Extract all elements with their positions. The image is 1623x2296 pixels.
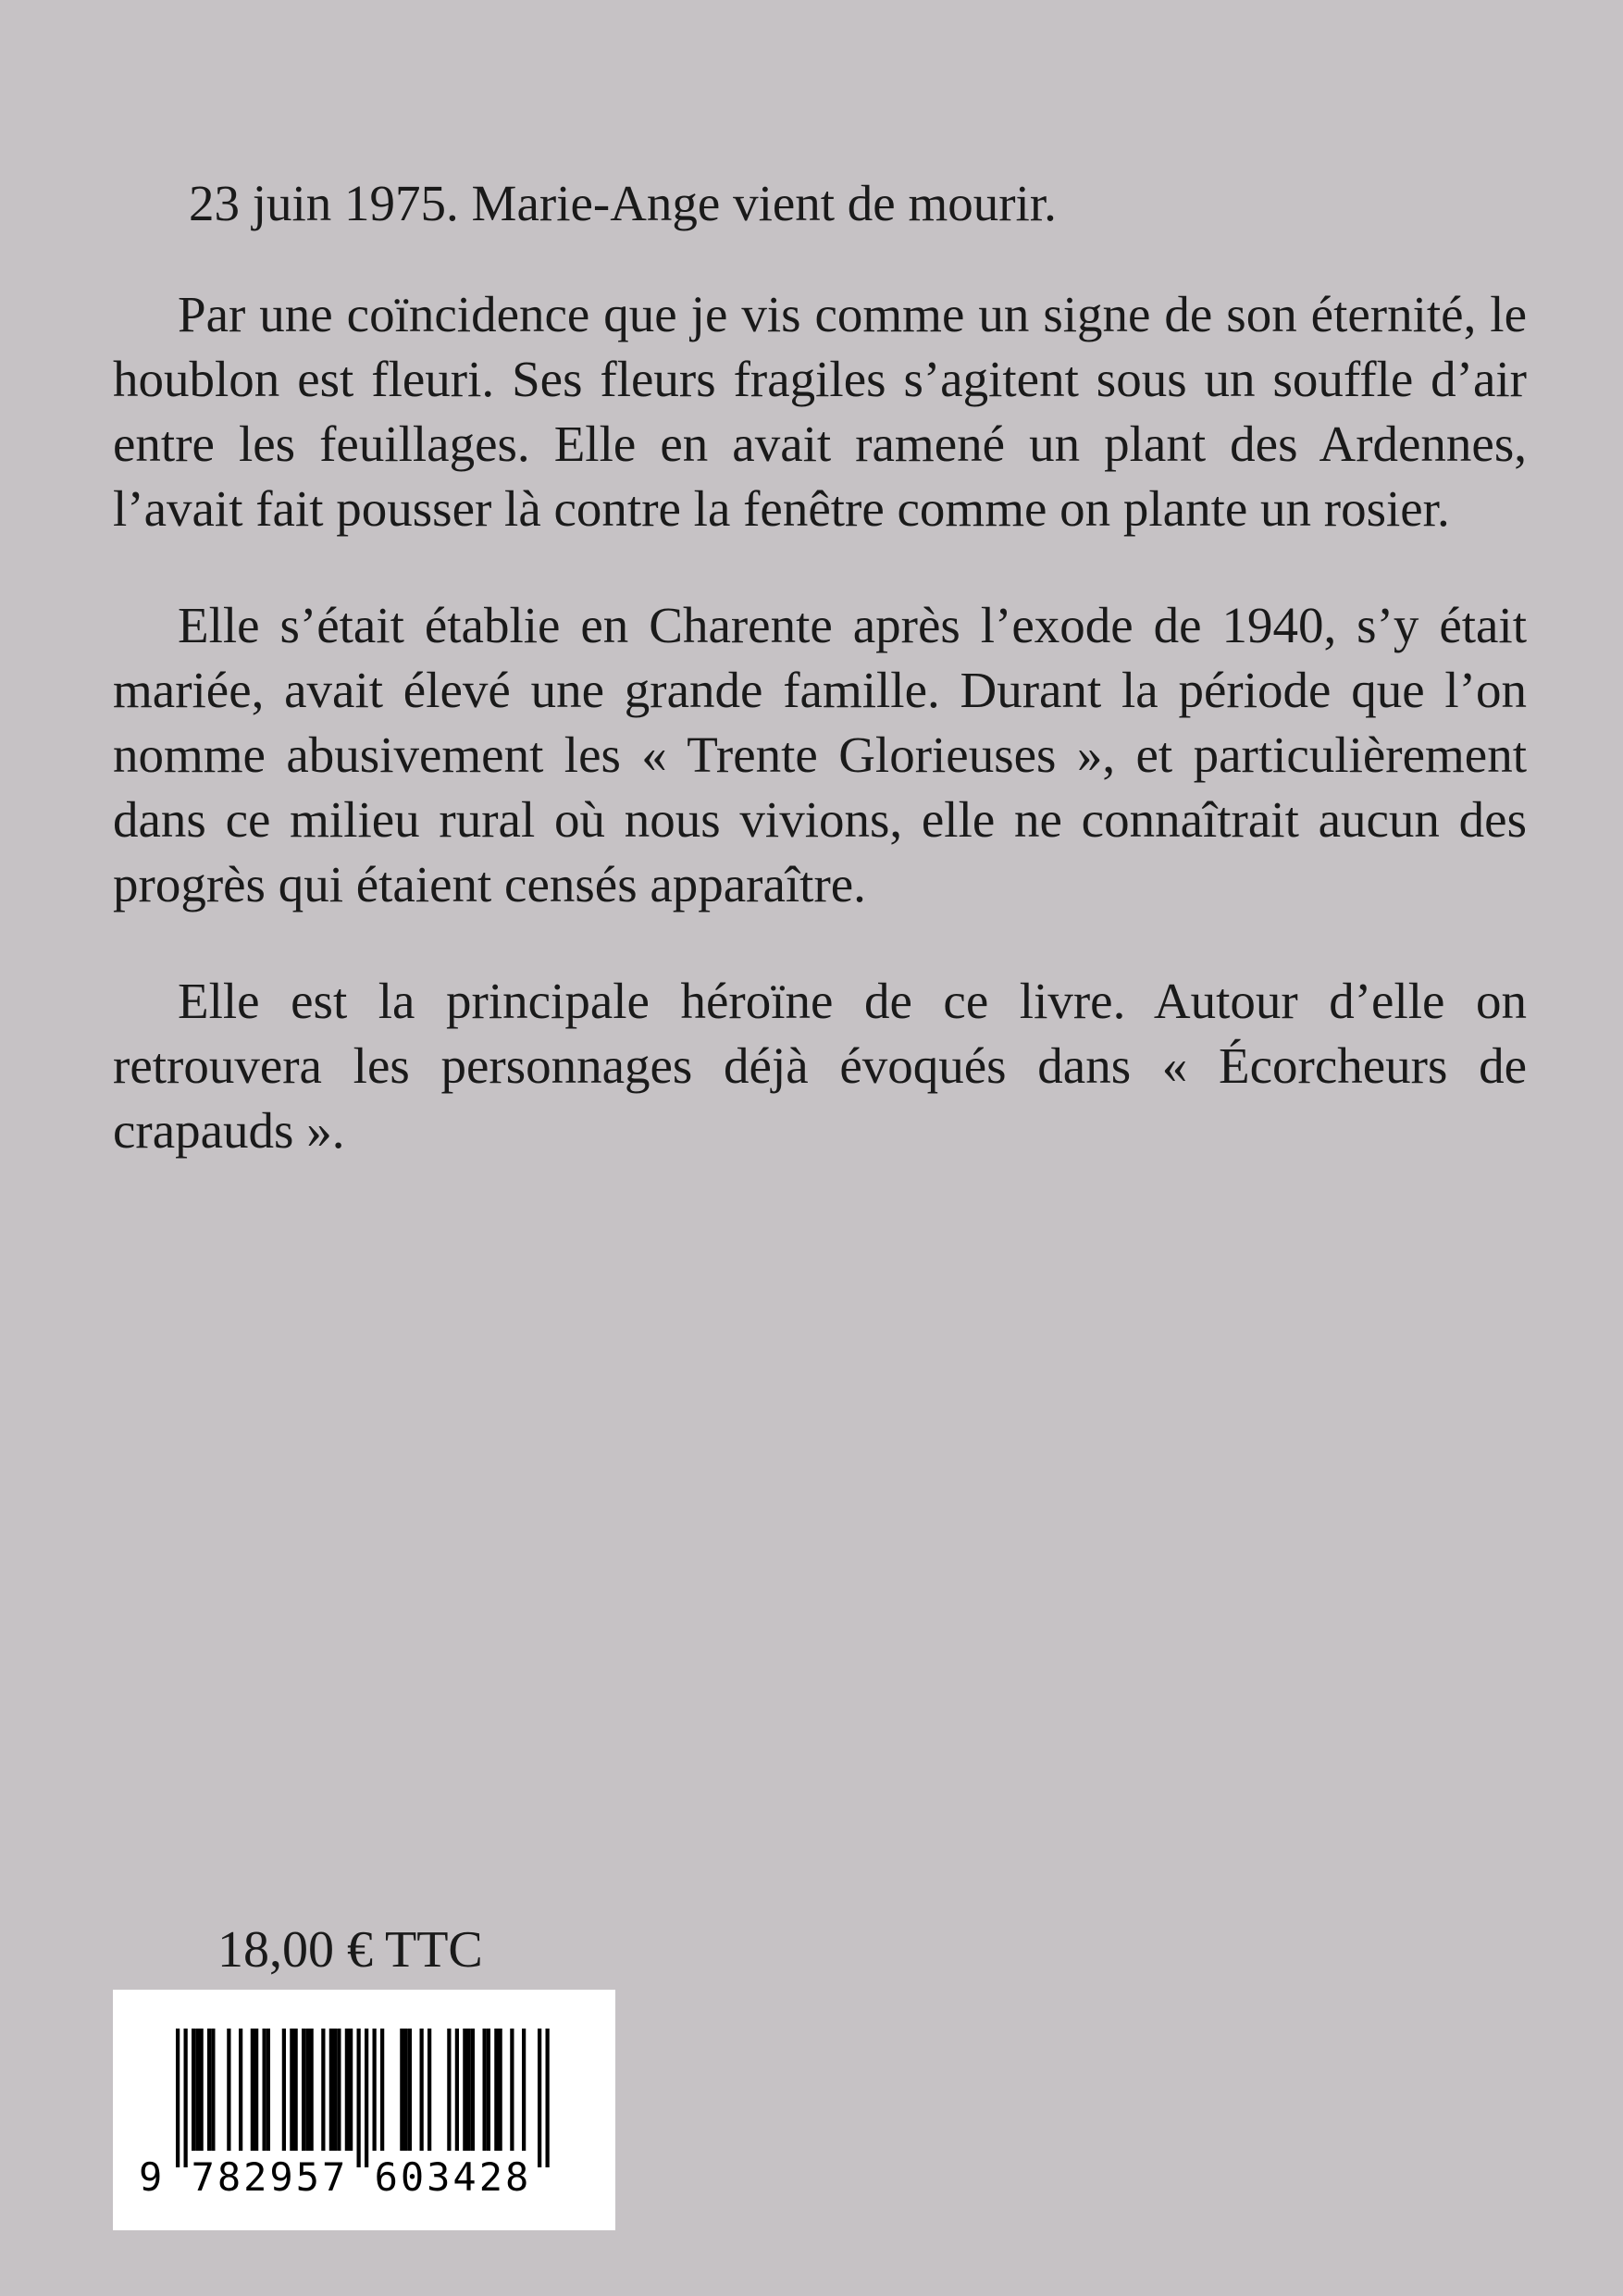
barcode xyxy=(113,1990,615,2230)
barcode-bar-29 xyxy=(400,2029,403,2151)
barcode-bar-2 xyxy=(192,2029,195,2151)
barcode-bar-26 xyxy=(365,2029,368,2167)
barcode-bar-39 xyxy=(483,2029,487,2151)
barcode-bar-28 xyxy=(380,2029,384,2151)
barcode-bar-36 xyxy=(463,2029,466,2151)
barcode-bar-44 xyxy=(522,2029,526,2151)
barcode-bar-13 xyxy=(282,2029,286,2151)
barcode-bar-34 xyxy=(447,2029,451,2151)
barcode-bar-11 xyxy=(263,2029,266,2151)
barcode-bar-43 xyxy=(510,2029,514,2151)
barcode-bar-31 xyxy=(408,2029,412,2151)
barcode-bar-1 xyxy=(184,2029,188,2167)
barcode-bar-4 xyxy=(200,2029,204,2151)
barcode-bar-33 xyxy=(427,2029,431,2151)
barcode-bar-25 xyxy=(357,2029,361,2167)
barcode-bar-3 xyxy=(195,2029,199,2151)
barcode-bar-35 xyxy=(455,2029,459,2151)
barcode-bar-0 xyxy=(176,2029,180,2167)
barcode-bar-19 xyxy=(321,2029,325,2151)
barcode-bar-40 xyxy=(487,2029,490,2151)
barcode-bar-14 xyxy=(290,2029,293,2151)
barcode-bar-27 xyxy=(373,2029,377,2151)
barcode-bar-46 xyxy=(546,2029,550,2167)
barcode-bar-30 xyxy=(404,2029,408,2151)
barcode-bar-5 xyxy=(207,2029,211,2151)
barcode-bar-23 xyxy=(345,2029,349,2151)
paragraph-houblon: Par une coïncidence que je vis comme un signe de son éternité, le houblon est fleuri. Ses fleurs fragiles s’agitent sous un souffle d’air entre les feuillages. Elle en avait ramené un plant des Ardennes, l’avait fait pousser là contre la fenêtre comme on plante un rosier. xyxy=(113,286,1527,537)
barcode-bar-10 xyxy=(254,2029,258,2151)
price-label: 18,00 € TTC xyxy=(217,1921,483,1979)
barcode-bar-18 xyxy=(310,2029,314,2151)
barcode-bar-42 xyxy=(499,2029,502,2151)
barcode-bar-9 xyxy=(251,2029,254,2151)
barcode-bar-20 xyxy=(329,2029,333,2151)
paragraph-date: 23 juin 1975. Marie-Ange vient de mourir. xyxy=(189,175,1057,231)
barcode-bar-37 xyxy=(467,2029,471,2151)
barcode-bar-7 xyxy=(227,2029,230,2151)
barcode-bar-16 xyxy=(302,2029,305,2151)
barcode-bar-41 xyxy=(494,2029,498,2151)
back-cover-text xyxy=(113,171,1527,1215)
barcode-bar-6 xyxy=(211,2029,215,2151)
barcode-bar-12 xyxy=(266,2029,270,2151)
barcode-bar-38 xyxy=(471,2029,475,2151)
barcode-bar-8 xyxy=(239,2029,242,2151)
barcode-bar-45 xyxy=(538,2029,541,2167)
paragraph-charente: Elle s’était établie en Charente après l’exode de 1940, s’y était mariée, avait élevé une grande famille. Durant la période que l’on nomme abusivement les « Trente Glorieuses », et particulièrement dans ce milieu rural où nous vivions, elle ne connaîtrait aucun des progrès qui étaient censés apparaître. xyxy=(113,597,1527,912)
barcode-bar-22 xyxy=(337,2029,341,2151)
barcode-bar-15 xyxy=(294,2029,298,2151)
barcode-bar-32 xyxy=(420,2029,424,2151)
barcode-digits: 9 782957 603428 xyxy=(139,2154,532,2200)
barcode-bar-24 xyxy=(349,2029,353,2151)
barcode-bar-17 xyxy=(305,2029,309,2151)
barcode-bar-21 xyxy=(333,2029,337,2151)
paragraph-heroine: Elle est la principale héroïne de ce livre. Autour d’elle on retrouvera les personnages déjà évoqués dans « Écorcheurs de crapauds ». xyxy=(113,973,1527,1159)
